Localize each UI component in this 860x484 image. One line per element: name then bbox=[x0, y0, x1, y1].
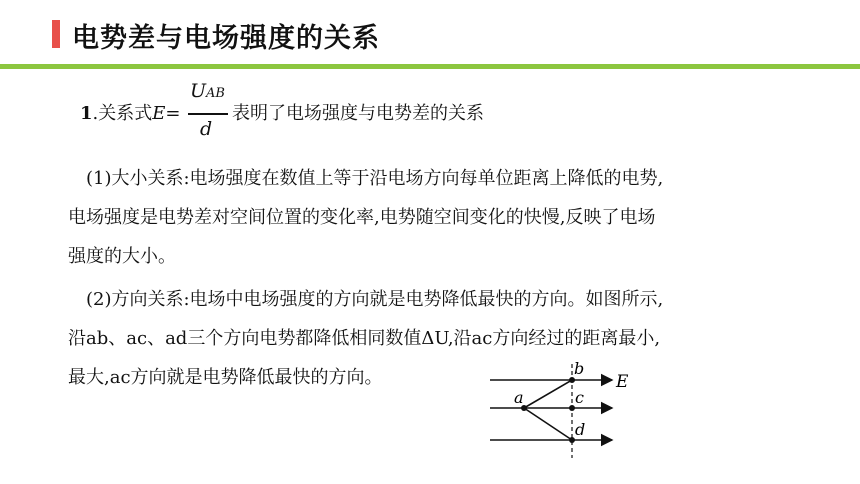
formula-prefix: .关系式 bbox=[92, 103, 153, 124]
formula-fraction bbox=[186, 80, 230, 148]
segment-ab bbox=[524, 380, 572, 408]
fraction-numerator: U bbox=[190, 80, 207, 102]
field-diagram bbox=[484, 360, 634, 460]
header-divider bbox=[0, 64, 860, 69]
page-title: 电势差与电场强度的关系 bbox=[72, 23, 380, 54]
label-d: d bbox=[575, 420, 586, 439]
fraction-bar bbox=[188, 113, 228, 115]
segment-ad bbox=[524, 408, 572, 440]
para2-line3: 最大,ac方向就是电势降低最快的方向。 bbox=[68, 367, 383, 388]
fraction-denominator: d bbox=[200, 118, 213, 140]
label-e: E bbox=[616, 372, 629, 392]
para2-line1: (2)方向关系:电场中电场强度的方向就是电势降低最快的方向。如图所示, bbox=[86, 289, 664, 310]
para2-line2: 沿ab、ac、ad三个方向电势都降低相同数值ΔU,沿ac方向经过的距离最小, bbox=[68, 328, 661, 349]
formula-suffix: 表明了电场强度与电势差的关系 bbox=[232, 103, 484, 124]
item-number: 1 bbox=[80, 103, 93, 124]
relation-formula-line bbox=[80, 102, 181, 126]
fraction-numerator-subscript: AB bbox=[206, 86, 225, 101]
label-b: b bbox=[574, 360, 585, 378]
formula-e-eq: E= bbox=[152, 103, 181, 124]
label-a: a bbox=[514, 388, 524, 407]
para1-line3: 强度的大小。 bbox=[68, 246, 176, 267]
para1-line1: (1)大小关系:电场强度在数值上等于沿电场方向每单位距离上降低的电势, bbox=[86, 168, 664, 189]
label-c: c bbox=[575, 388, 584, 407]
title-accent-bar bbox=[52, 20, 60, 48]
para1-line2: 电场强度是电势差对空间位置的变化率,电势随空间变化的快慢,反映了电场 bbox=[68, 207, 656, 228]
